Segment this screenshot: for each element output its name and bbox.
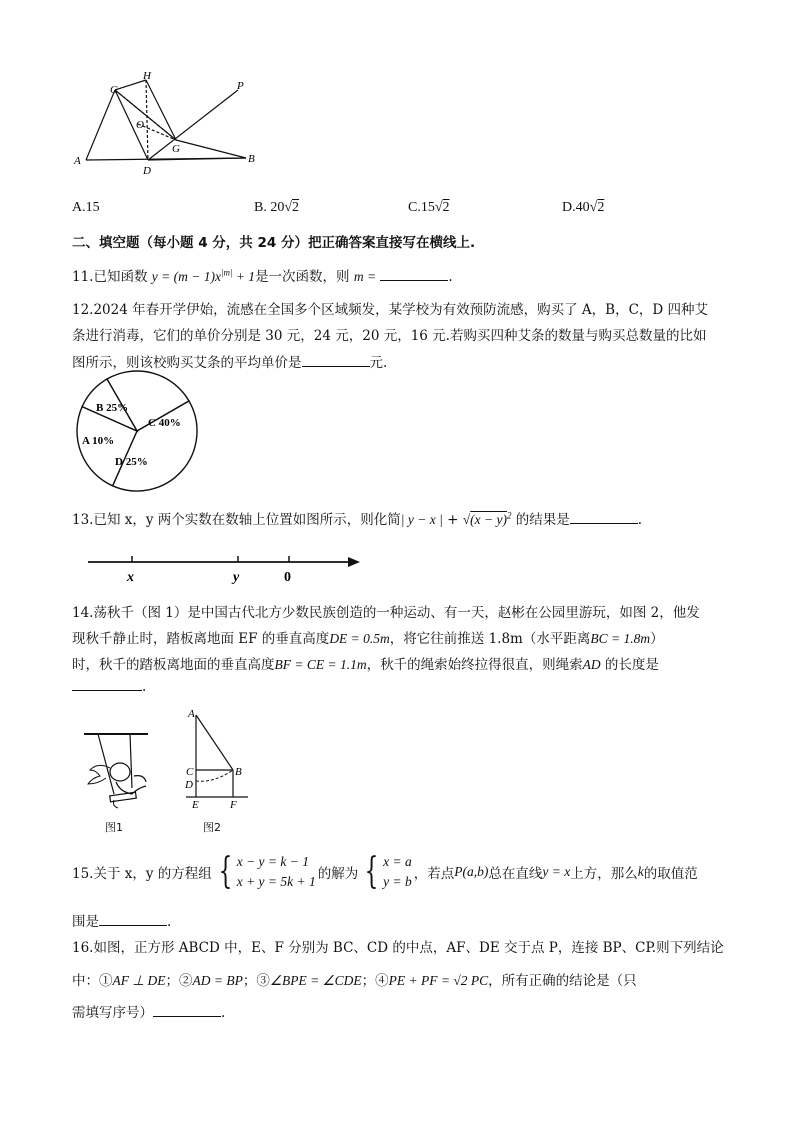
q15-line1: 15.关于 x，y 的方程组 { x − y = k − 1 x + y = 5k + 1 的解为 { x = a y = b ，若点 P(a,b) 总在直线 y = x 上方，那么 k 的取值范 bbox=[72, 851, 698, 892]
fig2-label-E: E bbox=[192, 799, 199, 810]
label-A: A bbox=[74, 155, 81, 167]
label-B: B bbox=[248, 153, 255, 165]
q14-line1: 14.荡秋千（图 1）是中国古代北方少数民族创造的一种运动、有一天，赵彬在公园里游玩，如图 2，他发 bbox=[72, 605, 700, 621]
q14-figure2-diagram bbox=[180, 705, 255, 810]
option-d-prefix: D.40 bbox=[562, 200, 590, 215]
tick-zero: 0 bbox=[284, 570, 291, 585]
tick-x: x bbox=[127, 570, 134, 585]
option-b bbox=[254, 200, 299, 216]
q14-line4: . bbox=[72, 678, 146, 695]
label-D: D bbox=[143, 165, 151, 177]
q10-figure bbox=[70, 68, 270, 183]
q11: 11.已知函数 $y = (m - 1)x^{|m|} + 1$是一次函数，则 m = . bbox=[72, 267, 453, 285]
q13-number-line bbox=[84, 548, 366, 588]
fig2-label-B: B bbox=[235, 766, 242, 778]
q16-line2: 中：①AF ⊥ DE；②AD = BP；③∠BPE = ∠CDE；④PE + PF = √2 PC，所有正确的结论是（只 bbox=[72, 973, 637, 989]
label-P: P bbox=[237, 80, 244, 92]
q13-abs: | y − x | bbox=[400, 512, 443, 527]
label-O: O bbox=[136, 119, 144, 131]
q12-line2: 条进行消毒，它们的单价分别是 30 元，24 元，20 元，16 元.若购买四种艾条的数量与购买总数量的比如 bbox=[72, 328, 707, 344]
q12-line1: 12.2024 年春开学伊始，流感在全国多个区域频发，某学校为有效预防流感，购买了 A，B，C，D 四种艾 bbox=[72, 302, 709, 318]
option-d-radical: √2 bbox=[589, 200, 605, 215]
q15-s2: y = b bbox=[383, 874, 412, 889]
option-c-prefix: C.15 bbox=[408, 200, 435, 215]
q14-figure2-caption: 图2 bbox=[203, 821, 221, 834]
q11-formula: y = (m − 1)x bbox=[151, 269, 221, 284]
q13-answer-blank[interactable] bbox=[570, 511, 638, 524]
q16-answer-blank[interactable] bbox=[153, 1004, 221, 1017]
option-c-radical: √2 bbox=[434, 200, 450, 215]
q13-sqrt: $√(x - y)^2$ bbox=[462, 510, 512, 527]
q15-line2: 围是 . bbox=[72, 914, 172, 930]
q11-answer-blank[interactable] bbox=[380, 268, 448, 281]
option-d bbox=[562, 200, 604, 216]
option-b-radical: √2 bbox=[284, 200, 300, 215]
q11-exponent: |m| bbox=[220, 267, 233, 278]
section2-title: 二、填空题（每小题 4 分，共 24 分）把正确答案直接写在横线上. bbox=[72, 235, 476, 251]
q14-figure1-swing bbox=[74, 728, 156, 816]
pie-label-A: A 10% bbox=[82, 435, 115, 447]
q11-var: m = bbox=[353, 269, 377, 284]
q16-line3: 需填写序号） . bbox=[72, 1005, 226, 1021]
q14-line2: 现秋千静止时，踏板离地面 EF 的垂直高度DE = 0.5m，将它往前推送 1.8m（水平距离BC = 1.8m） bbox=[72, 631, 664, 647]
q11-mid: 是一次函数，则 bbox=[255, 269, 350, 285]
q15-eq2: x + y = 5k + 1 bbox=[236, 874, 316, 889]
q12-pie-chart bbox=[74, 368, 200, 494]
pie-label-D: D 25% bbox=[115, 456, 148, 468]
q14-answer-blank[interactable] bbox=[72, 678, 142, 691]
label-H: H bbox=[143, 70, 151, 82]
q13: 13.已知 x，y 两个实数在数轴上位置如图所示，则化简| y − x | + $√(x - y)^2$ 的结果是 . bbox=[72, 510, 643, 528]
q16-line1: 16.如图，正方形 ABCD 中，E、F 分别为 BC、CD 的中点，AF、DE 交于点 P，连接 BP、CP.则下列结论 bbox=[72, 940, 724, 956]
q12-answer-blank[interactable] bbox=[302, 354, 370, 367]
option-a: A.15 bbox=[72, 200, 100, 215]
option-b-prefix: B. 20 bbox=[254, 200, 285, 215]
q14-line3: 时，秋千的踏板离地面的垂直高度BF = CE = 1.1m，秋千的绳索始终拉得很直，则绳索AD 的长度是 bbox=[72, 657, 659, 673]
pie-label-C: C 40% bbox=[148, 417, 181, 429]
fig2-label-C: C bbox=[186, 766, 194, 778]
fig2-label-D: D bbox=[185, 779, 193, 791]
q15-eq1: x − y = k − 1 bbox=[236, 854, 310, 869]
label-G: G bbox=[172, 143, 180, 155]
q15-solution: { x = a y = b bbox=[364, 851, 412, 892]
label-C: C bbox=[110, 84, 118, 96]
q11-prefix: 11.已知函数 bbox=[72, 269, 148, 285]
q11-tail: + 1 bbox=[232, 269, 256, 284]
fig2-label-F: F bbox=[230, 799, 237, 810]
q12-line3: 图所示，则该校购买艾条的平均单价是 元. bbox=[72, 355, 388, 371]
q15-s1: x = a bbox=[383, 854, 412, 869]
q15-system: { x − y = k − 1 x + y = 5k + 1 bbox=[218, 851, 316, 892]
tick-y: y bbox=[233, 570, 240, 585]
q15-answer-blank[interactable] bbox=[99, 913, 167, 926]
pie-label-B: B 25% bbox=[96, 402, 129, 414]
fig2-label-A: A bbox=[188, 708, 195, 720]
option-c bbox=[408, 200, 450, 216]
q14-figure1-caption: 图1 bbox=[105, 821, 123, 834]
